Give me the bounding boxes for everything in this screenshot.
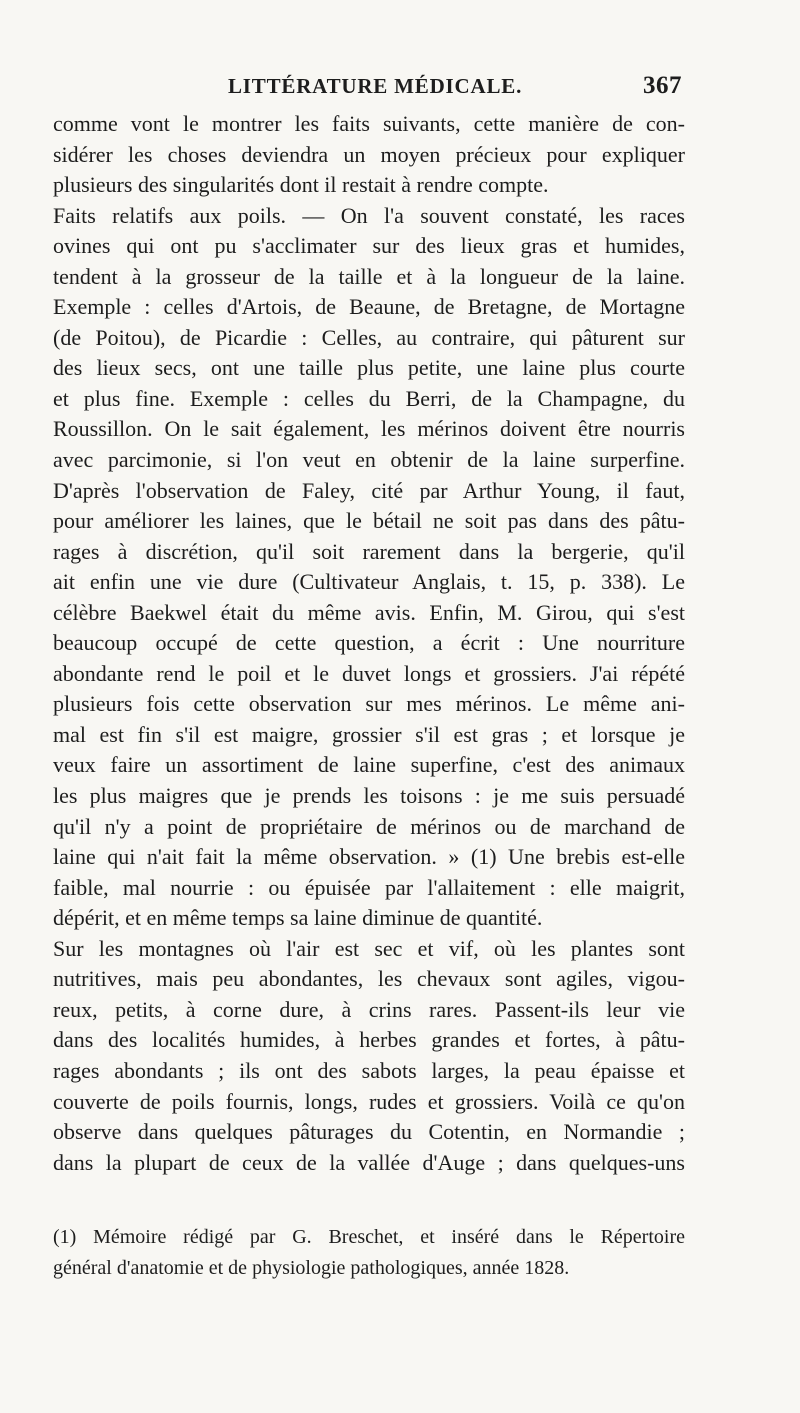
text-line: dépérit, et en même temps sa laine diminue de quantité. <box>53 905 543 931</box>
text-line: et plus fine. Exemple : celles du Berri, de la Champagne, du <box>53 385 685 411</box>
text-line: pour améliorer les laines, que le bétail ne soit pas dans des pâtu- <box>53 508 685 534</box>
text-line: faible, mal nourrie : ou épuisée par l'allaitement : elle maigrit, <box>53 874 685 900</box>
text-line: rages abondants ; ils ont des sabots larges, la peau épaisse et <box>53 1057 685 1083</box>
text-line: dans la plupart de ceux de la vallée d'Auge ; dans quelques-uns <box>53 1149 685 1175</box>
text-line: des lieux secs, ont une taille plus petite, une laine plus courte <box>53 355 685 381</box>
text-line: qu'il n'y a point de propriétaire de mérinos ou de marchand de <box>53 813 685 839</box>
text-line: célèbre Baekwel était du même avis. Enfin, M. Girou, qui s'est <box>53 599 685 625</box>
text-line: beaucoup occupé de cette question, a écrit : Une nourriture <box>53 630 685 656</box>
text-line: Exemple : celles d'Artois, de Beaune, de Bretagne, de Mortagne <box>53 294 685 320</box>
text-line: abondante rend le poil et le duvet longs et grossiers. J'ai répété <box>53 660 685 686</box>
text-line: nutritives, mais peu abondantes, les chevaux sont agiles, vigou- <box>53 966 685 992</box>
text-line: Roussillon. On le sait également, les mérinos doivent être nourris <box>53 416 685 442</box>
text-line: D'après l'observation de Faley, cité par Arthur Young, il faut, <box>53 477 685 503</box>
page-number: 367 <box>643 72 682 99</box>
text-line: plusieurs des singularités dont il restait à rendre compte. <box>53 172 549 198</box>
text-line: tendent à la grosseur de la taille et à la longueur de la laine. <box>53 263 685 289</box>
text-line: ait enfin une vie dure (Cultivateur Anglais, t. 15, p. 338). Le <box>53 569 685 595</box>
text-line: mal est fin s'il est maigre, grossier s'il est gras ; et lorsque je <box>53 721 685 747</box>
main-text <box>53 109 685 1178</box>
text-line: rages à discrétion, qu'il soit rarement dans la bergerie, qu'il <box>53 538 685 564</box>
footnote-line: (1) Mémoire rédigé par G. Breschet, et inséré dans le Répertoire <box>53 1226 685 1248</box>
footnote-line: général d'anatomie et de physiologie pathologiques, année 1828. <box>53 1257 570 1279</box>
text-line: dans des localités humides, à herbes grandes et fortes, à pâtu- <box>53 1027 685 1053</box>
running-title: LITTÉRATURE MÉDICALE. <box>228 74 523 98</box>
text-line: ovines qui ont pu s'acclimater sur des lieux gras et humides, <box>53 233 685 259</box>
text-line: Faits relatifs aux poils. — On l'a souvent constaté, les races <box>53 202 685 228</box>
text-line: observe dans quelques pâturages du Cotentin, en Normandie ; <box>53 1119 685 1145</box>
text-line: reux, petits, à corne dure, à crins rares. Passent-ils leur vie <box>53 996 685 1022</box>
text-line: Sur les montagnes où l'air est sec et vif, où les plantes sont <box>53 935 685 961</box>
text-line: (de Poitou), de Picardie : Celles, au contraire, qui pâturent sur <box>53 324 685 350</box>
text-line: les plus maigres que je prends les toisons : je me suis persuadé <box>53 783 685 809</box>
page-header <box>228 74 682 110</box>
text-line: laine qui n'ait fait la même observation. » (1) Une brebis est-elle <box>53 844 685 870</box>
text-line: sidérer les choses deviendra un moyen précieux pour expliquer <box>53 141 685 167</box>
text-line: comme vont le montrer les faits suivants, cette manière de con- <box>53 111 685 136</box>
footnotes <box>53 1222 685 1284</box>
text-line: couverte de poils fournis, longs, rudes et grossiers. Voilà ce qu'on <box>53 1088 685 1114</box>
text-line: veux faire un assortiment de laine superfine, c'est des animaux <box>53 752 685 778</box>
text-line: plusieurs fois cette observation sur mes mérinos. Le même ani- <box>53 691 685 717</box>
text-line: avec parcimonie, si l'on veut en obtenir de la laine surperfine. <box>53 447 685 473</box>
